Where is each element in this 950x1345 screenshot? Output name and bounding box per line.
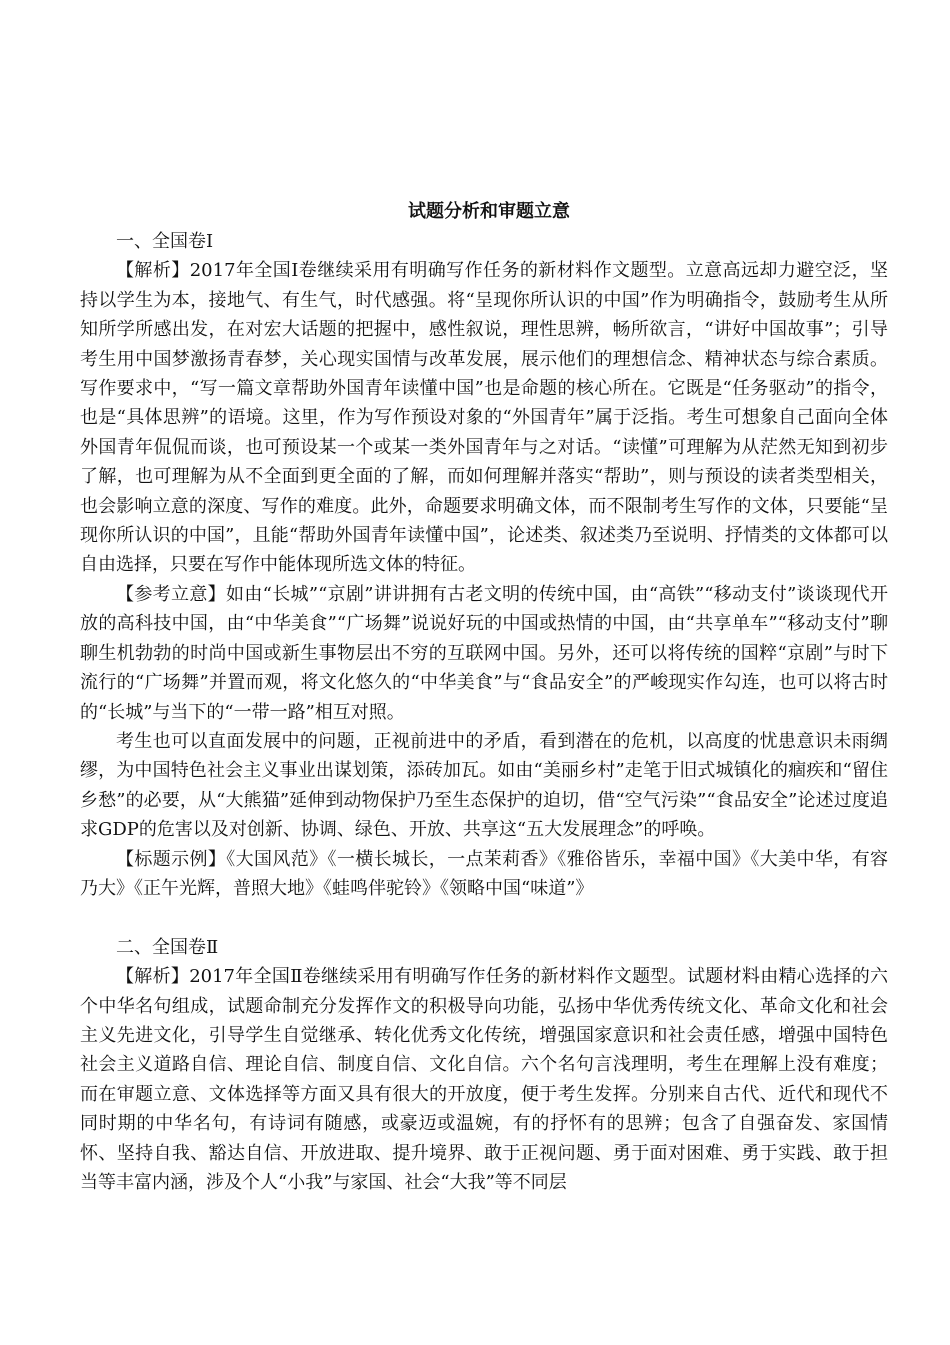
section-spacer <box>80 903 888 932</box>
section1-analysis: 【解析】2017年全国Ⅰ卷继续采用有明确写作任务的新材料作文题型。立意高远却力避空泛，坚持以学生为本，接地气、有生气，时代感强。将“呈现你所认识的中国”作为明确指令，鼓励考生从所知所学所感出发，在对宏大话题的把握中，感性叙说，理性思辨，畅所欲言，“讲好中国故事”；引导考生用中国梦激扬青春梦，关心现实国情与改革发展，展示他们的理想信念、精神状态与综合素质。写作要求中，“写一篇文章帮助外国青年读懂中国”也是命题的核心所在。它既是“任务驱动”的指令，也是“具体思辨”的语境。这里，作为写作预设对象的“外国青年”属于泛指。考生可想象自己面向全体外国青年侃侃而谈，也可预设某一个或某一类外国青年与之对话。“读懂”可理解为从茫然无知到初步了解，也可理解为从不全面到更全面的了解，而如何理解并落实“帮助”，则与预设的读者类型相关，也会影响立意的深度、写作的难度。此外，命题要求明确文体，而不限制考生写作的文体，只要能“呈现你所认识的中国”，且能“帮助外国青年读懂中国”，论述类、叙述类乃至说明、抒情类的文体都可以自由选择，只要在写作中能体现所选文体的特征。 <box>80 260 888 576</box>
section1-extra: 考生也可以直面发展中的问题，正视前进中的矛盾，看到潜在的危机，以高度的忧患意识未雨绸缪，为中国特色社会主义事业出谋划策，添砖加瓦。如由“美丽乡村”走笔于旧式城镇化的痼疾和“留住乡愁”的必要，从“大熊猫”延伸到动物保护乃至生态保护的迫切，借“空气污染”“食品安全”论述过度追求GDP的危害以及对创新、协调、绿色、开放、共享这“五大发展理念”的呼唤。 <box>80 730 888 841</box>
document-title: 试题分析和审题立意 <box>408 201 570 222</box>
document-body <box>80 197 888 1197</box>
section1-heading: 一、全国卷Ⅰ <box>116 231 214 252</box>
section2-heading: 二、全国卷Ⅱ <box>116 936 219 958</box>
section1-titles: 【标题示例】《大国风范》《一横长城长，一点茉莉香》《雅俗皆乐，幸福中国》《大美中华，有容乃大》《正午光辉，普照大地》《蛙鸣伴驼铃》《领略中国“味道”》 <box>80 848 888 899</box>
section2-analysis: 【解析】2017年全国Ⅱ卷继续采用有明确写作任务的新材料作文题型。试题材料由精心选择的六个中华名句组成，试题命制充分发挥作文的积极导向功能，弘扬中华优秀传统文化、革命文化和社会主义先进文化，引导学生自觉继承、转化优秀文化传统，增强国家意识和社会责任感，增强中国特色社会主义道路自信、理论自信、制度自信、文化自信。六个名句言浅理明，考生在理解上没有难度；而在审题立意、文体选择等方面又具有很大的开放度，便于考生发挥。分别来自古代、近代和现代不同时期的中华名句，有诗词有随感，或豪迈或温婉，有的抒怀有的思辨；包含了自强奋发、家国情怀、坚持自我、豁达自信、开放进取、提升境界、敢于正视问题、勇于面对困难、勇于实践、敢于担当等丰富内涵，涉及个人“小我”与家国、社会“大我”等不同层 <box>80 966 888 1193</box>
section1-reference: 【参考立意】如由“长城”“京剧”讲讲拥有古老文明的传统中国，由“高铁”“移动支付”谈谈现代开放的高科技中国，由“中华美食”“广场舞”说说好玩的中国或热情的中国，由“共享单车”“移动支付”聊聊生机勃勃的时尚中国或新生事物层出不穷的互联网中国。另外，还可以将传统的国粹“京剧”与时下流行的“广场舞”并置而观，将文化悠久的“中华美食”与“食品安全”的严峻现实作勾连，也可以将古时的“长城”与当下的“一带一路”相互对照。 <box>80 583 888 723</box>
